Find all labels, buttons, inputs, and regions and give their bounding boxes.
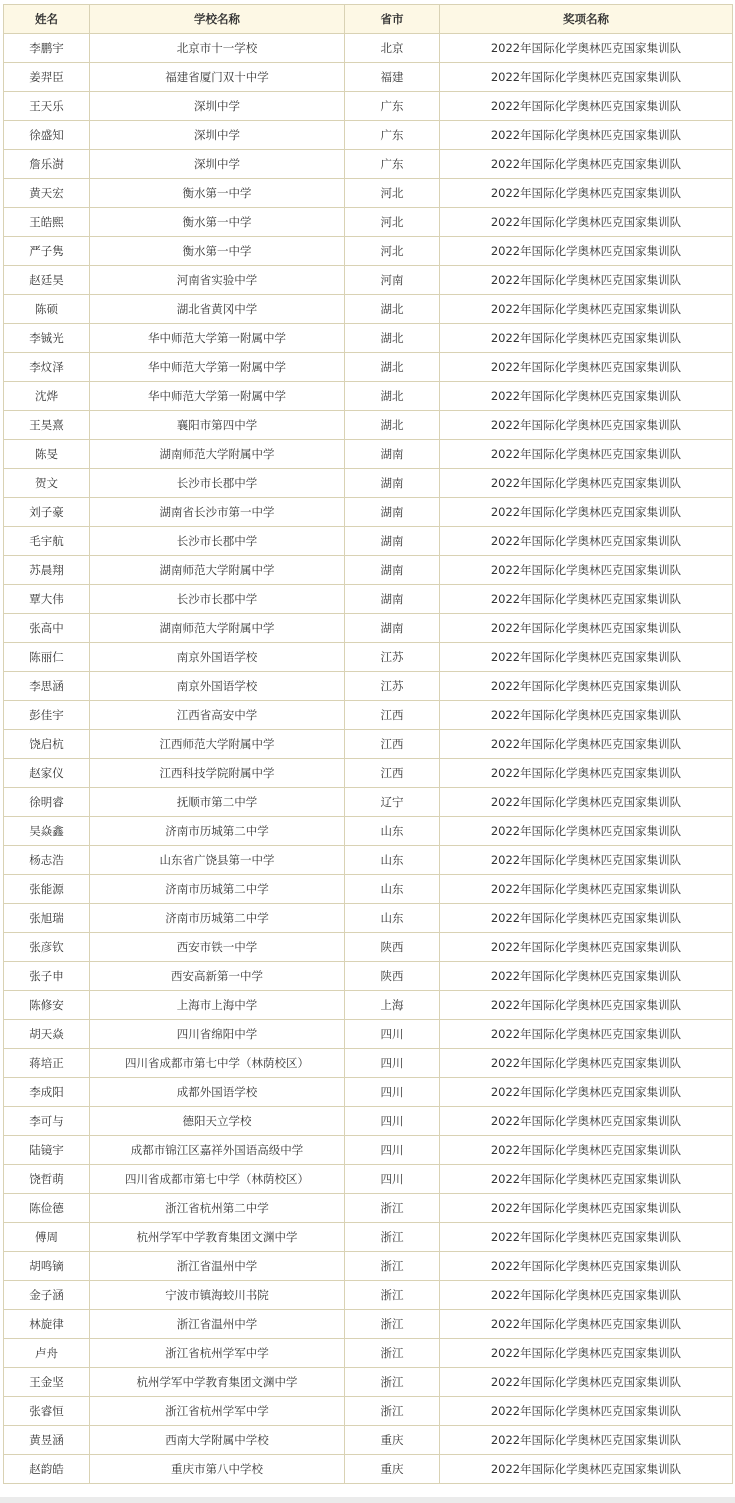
cell-name: 饶启杭: [4, 730, 90, 759]
cell-school: 湖南省长沙市第一中学: [90, 498, 345, 527]
cell-name: 苏晨翔: [4, 556, 90, 585]
cell-province: 山东: [345, 875, 440, 904]
table-row: [4, 1020, 733, 1049]
table-row: [4, 527, 733, 556]
cell-province: 江西: [345, 701, 440, 730]
cell-school: 南京外国语学校: [90, 672, 345, 701]
table-row: [4, 150, 733, 179]
table-row: [4, 1252, 733, 1281]
cell-school: 成都外国语学校: [90, 1078, 345, 1107]
cell-name: 彭佳宇: [4, 701, 90, 730]
cell-award: 2022年国际化学奥林匹克国家集训队: [440, 237, 733, 266]
cell-name: 王昊熹: [4, 411, 90, 440]
cell-award: 2022年国际化学奥林匹克国家集训队: [440, 701, 733, 730]
table-row: [4, 643, 733, 672]
cell-name: 李鹏宇: [4, 34, 90, 63]
cell-school: 南京外国语学校: [90, 643, 345, 672]
table-row: [4, 1078, 733, 1107]
cell-award: 2022年国际化学奥林匹克国家集训队: [440, 1020, 733, 1049]
cell-name: 张高中: [4, 614, 90, 643]
table-row: [4, 1107, 733, 1136]
cell-province: 四川: [345, 1049, 440, 1078]
table-row: [4, 34, 733, 63]
table-row: [4, 1165, 733, 1194]
table-row: [4, 701, 733, 730]
cell-name: 吴焱鑫: [4, 817, 90, 846]
cell-province: 广东: [345, 150, 440, 179]
table-row: [4, 440, 733, 469]
cell-award: 2022年国际化学奥林匹克国家集训队: [440, 440, 733, 469]
table-row: [4, 1339, 733, 1368]
table-row: [4, 672, 733, 701]
cell-school: 上海市上海中学: [90, 991, 345, 1020]
cell-name: 陈俭德: [4, 1194, 90, 1223]
cell-name: 詹乐澍: [4, 150, 90, 179]
cell-school: 北京市十一学校: [90, 34, 345, 63]
cell-award: 2022年国际化学奥林匹克国家集训队: [440, 1368, 733, 1397]
cell-province: 重庆: [345, 1426, 440, 1455]
cell-award: 2022年国际化学奥林匹克国家集训队: [440, 556, 733, 585]
cell-award: 2022年国际化学奥林匹克国家集训队: [440, 1426, 733, 1455]
cell-school: 浙江省温州中学: [90, 1252, 345, 1281]
cell-award: 2022年国际化学奥林匹克国家集训队: [440, 469, 733, 498]
table-row: [4, 469, 733, 498]
table-row: [4, 237, 733, 266]
cell-award: 2022年国际化学奥林匹克国家集训队: [440, 788, 733, 817]
cell-province: 湖南: [345, 469, 440, 498]
cell-award: 2022年国际化学奥林匹克国家集训队: [440, 411, 733, 440]
cell-award: 2022年国际化学奥林匹克国家集训队: [440, 991, 733, 1020]
table-row: [4, 92, 733, 121]
cell-award: 2022年国际化学奥林匹克国家集训队: [440, 1049, 733, 1078]
cell-province: 广东: [345, 92, 440, 121]
cell-school: 浙江省杭州学军中学: [90, 1339, 345, 1368]
cell-school: 湖南师范大学附属中学: [90, 556, 345, 585]
cell-school: 济南市历城第二中学: [90, 904, 345, 933]
cell-name: 王皓熙: [4, 208, 90, 237]
cell-province: 湖南: [345, 585, 440, 614]
cell-province: 湖北: [345, 411, 440, 440]
cell-award: 2022年国际化学奥林匹克国家集训队: [440, 614, 733, 643]
cell-school: 山东省广饶县第一中学: [90, 846, 345, 875]
table-row: [4, 1194, 733, 1223]
cell-name: 李可与: [4, 1107, 90, 1136]
cell-province: 陕西: [345, 933, 440, 962]
cell-school: 四川省成都市第七中学（林荫校区）: [90, 1165, 345, 1194]
cell-province: 浙江: [345, 1368, 440, 1397]
cell-province: 四川: [345, 1165, 440, 1194]
cell-province: 湖北: [345, 382, 440, 411]
cell-school: 江西科技学院附属中学: [90, 759, 345, 788]
cell-province: 江苏: [345, 672, 440, 701]
cell-name: 赵韵皓: [4, 1455, 90, 1484]
table-row: [4, 266, 733, 295]
cell-name: 陆镜宇: [4, 1136, 90, 1165]
cell-award: 2022年国际化学奥林匹克国家集训队: [440, 527, 733, 556]
cell-award: 2022年国际化学奥林匹克国家集训队: [440, 1136, 733, 1165]
cell-award: 2022年国际化学奥林匹克国家集训队: [440, 1455, 733, 1484]
table-body: [4, 34, 733, 1484]
cell-province: 山东: [345, 817, 440, 846]
cell-school: 河南省实验中学: [90, 266, 345, 295]
cell-award: 2022年国际化学奥林匹克国家集训队: [440, 121, 733, 150]
cell-name: 卢舟: [4, 1339, 90, 1368]
cell-name: 黄天宏: [4, 179, 90, 208]
cell-province: 河北: [345, 179, 440, 208]
cell-province: 福建: [345, 63, 440, 92]
cell-school: 衡水第一中学: [90, 208, 345, 237]
cell-province: 陕西: [345, 962, 440, 991]
cell-school: 福建省厦门双十中学: [90, 63, 345, 92]
table-row: [4, 730, 733, 759]
cell-province: 辽宁: [345, 788, 440, 817]
cell-school: 西安高新第一中学: [90, 962, 345, 991]
cell-award: 2022年国际化学奥林匹克国家集训队: [440, 266, 733, 295]
table-row: [4, 295, 733, 324]
cell-school: 湖南师范大学附属中学: [90, 440, 345, 469]
cell-award: 2022年国际化学奥林匹克国家集训队: [440, 759, 733, 788]
cell-province: 浙江: [345, 1310, 440, 1339]
cell-award: 2022年国际化学奥林匹克国家集训队: [440, 34, 733, 63]
cell-award: 2022年国际化学奥林匹克国家集训队: [440, 179, 733, 208]
cell-school: 杭州学军中学教育集团文渊中学: [90, 1368, 345, 1397]
cell-name: 陈丽仁: [4, 643, 90, 672]
cell-award: 2022年国际化学奥林匹克国家集训队: [440, 1165, 733, 1194]
table-row: [4, 121, 733, 150]
cell-name: 李思涵: [4, 672, 90, 701]
cell-name: 张能源: [4, 875, 90, 904]
table-row: [4, 933, 733, 962]
cell-school: 江西省高安中学: [90, 701, 345, 730]
cell-school: 浙江省杭州学军中学: [90, 1397, 345, 1426]
cell-province: 江苏: [345, 643, 440, 672]
cell-school: 西南大学附属中学校: [90, 1426, 345, 1455]
cell-school: 西安市铁一中学: [90, 933, 345, 962]
cell-province: 湖北: [345, 353, 440, 382]
cell-award: 2022年国际化学奥林匹克国家集训队: [440, 962, 733, 991]
cell-province: 浙江: [345, 1194, 440, 1223]
cell-province: 四川: [345, 1078, 440, 1107]
table-row: [4, 788, 733, 817]
cell-province: 山东: [345, 846, 440, 875]
cell-province: 浙江: [345, 1281, 440, 1310]
cell-province: 山东: [345, 904, 440, 933]
cell-school: 衡水第一中学: [90, 237, 345, 266]
cell-name: 赵家仪: [4, 759, 90, 788]
table-row: [4, 411, 733, 440]
cell-award: 2022年国际化学奥林匹克国家集训队: [440, 846, 733, 875]
table-row: [4, 904, 733, 933]
cell-school: 华中师范大学第一附属中学: [90, 324, 345, 353]
table-row: [4, 846, 733, 875]
cell-province: 广东: [345, 121, 440, 150]
cell-province: 四川: [345, 1136, 440, 1165]
cell-name: 徐明睿: [4, 788, 90, 817]
results-table-container: [3, 4, 732, 1484]
cell-name: 覃大伟: [4, 585, 90, 614]
results-table: [3, 4, 733, 1484]
cell-school: 深圳中学: [90, 121, 345, 150]
table-row: [4, 1223, 733, 1252]
cell-award: 2022年国际化学奥林匹克国家集训队: [440, 1107, 733, 1136]
cell-award: 2022年国际化学奥林匹克国家集训队: [440, 1281, 733, 1310]
cell-province: 江西: [345, 730, 440, 759]
cell-award: 2022年国际化学奥林匹克国家集训队: [440, 208, 733, 237]
header-name: 姓名: [4, 5, 90, 34]
table-row: [4, 1426, 733, 1455]
table-row: [4, 382, 733, 411]
cell-name: 陈旻: [4, 440, 90, 469]
cell-province: 四川: [345, 1020, 440, 1049]
cell-school: 深圳中学: [90, 150, 345, 179]
cell-school: 江西师范大学附属中学: [90, 730, 345, 759]
cell-award: 2022年国际化学奥林匹克国家集训队: [440, 1078, 733, 1107]
cell-province: 河北: [345, 208, 440, 237]
cell-award: 2022年国际化学奥林匹克国家集训队: [440, 353, 733, 382]
cell-province: 浙江: [345, 1397, 440, 1426]
cell-name: 林旋律: [4, 1310, 90, 1339]
cell-name: 张子申: [4, 962, 90, 991]
cell-school: 湖北省黄冈中学: [90, 295, 345, 324]
cell-school: 济南市历城第二中学: [90, 875, 345, 904]
table-row: [4, 1049, 733, 1078]
cell-school: 湖南师范大学附属中学: [90, 614, 345, 643]
cell-province: 湖北: [345, 324, 440, 353]
cell-school: 德阳天立学校: [90, 1107, 345, 1136]
cell-award: 2022年国际化学奥林匹克国家集训队: [440, 1252, 733, 1281]
cell-province: 湖南: [345, 440, 440, 469]
cell-school: 宁波市镇海蛟川书院: [90, 1281, 345, 1310]
cell-name: 徐盛知: [4, 121, 90, 150]
cell-school: 浙江省温州中学: [90, 1310, 345, 1339]
cell-school: 华中师范大学第一附属中学: [90, 353, 345, 382]
cell-school: 襄阳市第四中学: [90, 411, 345, 440]
header-school: 学校名称: [90, 5, 345, 34]
cell-name: 饶哲萌: [4, 1165, 90, 1194]
cell-award: 2022年国际化学奥林匹克国家集训队: [440, 643, 733, 672]
cell-name: 贺文: [4, 469, 90, 498]
cell-school: 四川省成都市第七中学（林荫校区）: [90, 1049, 345, 1078]
cell-name: 傅周: [4, 1223, 90, 1252]
cell-name: 张彦钦: [4, 933, 90, 962]
table-row: [4, 1310, 733, 1339]
cell-province: 湖北: [345, 295, 440, 324]
cell-school: 成都市锦江区嘉祥外国语高级中学: [90, 1136, 345, 1165]
cell-award: 2022年国际化学奥林匹克国家集训队: [440, 1397, 733, 1426]
cell-award: 2022年国际化学奥林匹克国家集训队: [440, 585, 733, 614]
cell-name: 黄昱涵: [4, 1426, 90, 1455]
cell-province: 四川: [345, 1107, 440, 1136]
cell-name: 胡天焱: [4, 1020, 90, 1049]
cell-name: 陈硕: [4, 295, 90, 324]
table-row: [4, 1368, 733, 1397]
cell-province: 湖南: [345, 556, 440, 585]
cell-school: 衡水第一中学: [90, 179, 345, 208]
cell-school: 长沙市长郡中学: [90, 585, 345, 614]
header-province: 省市: [345, 5, 440, 34]
cell-award: 2022年国际化学奥林匹克国家集训队: [440, 150, 733, 179]
cell-award: 2022年国际化学奥林匹克国家集训队: [440, 817, 733, 846]
cell-province: 浙江: [345, 1252, 440, 1281]
cell-name: 金子涵: [4, 1281, 90, 1310]
cell-school: 长沙市长郡中学: [90, 469, 345, 498]
cell-name: 毛宇航: [4, 527, 90, 556]
cell-school: 浙江省杭州第二中学: [90, 1194, 345, 1223]
cell-school: 深圳中学: [90, 92, 345, 121]
cell-school: 华中师范大学第一附属中学: [90, 382, 345, 411]
cell-name: 陈修安: [4, 991, 90, 1020]
table-row: [4, 962, 733, 991]
cell-award: 2022年国际化学奥林匹克国家集训队: [440, 1223, 733, 1252]
cell-award: 2022年国际化学奥林匹克国家集训队: [440, 92, 733, 121]
cell-province: 江西: [345, 759, 440, 788]
cell-award: 2022年国际化学奥林匹克国家集训队: [440, 1194, 733, 1223]
cell-province: 湖南: [345, 527, 440, 556]
table-row: [4, 817, 733, 846]
cell-province: 北京: [345, 34, 440, 63]
table-header-row: [4, 5, 733, 34]
cell-name: 李炆泽: [4, 353, 90, 382]
table-row: [4, 991, 733, 1020]
table-row: [4, 208, 733, 237]
table-row: [4, 585, 733, 614]
cell-award: 2022年国际化学奥林匹克国家集训队: [440, 730, 733, 759]
cell-province: 河北: [345, 237, 440, 266]
cell-name: 王天乐: [4, 92, 90, 121]
table-row: [4, 324, 733, 353]
cell-name: 胡鸣镝: [4, 1252, 90, 1281]
cell-award: 2022年国际化学奥林匹克国家集训队: [440, 382, 733, 411]
cell-award: 2022年国际化学奥林匹克国家集训队: [440, 904, 733, 933]
cell-award: 2022年国际化学奥林匹克国家集训队: [440, 63, 733, 92]
cell-school: 杭州学军中学教育集团文渊中学: [90, 1223, 345, 1252]
table-row: [4, 498, 733, 527]
table-row: [4, 63, 733, 92]
cell-school: 四川省绵阳中学: [90, 1020, 345, 1049]
cell-name: 王金坚: [4, 1368, 90, 1397]
cell-award: 2022年国际化学奥林匹克国家集训队: [440, 875, 733, 904]
cell-province: 浙江: [345, 1223, 440, 1252]
cell-name: 张睿恒: [4, 1397, 90, 1426]
cell-award: 2022年国际化学奥林匹克国家集训队: [440, 295, 733, 324]
table-row: [4, 353, 733, 382]
cell-school: 长沙市长郡中学: [90, 527, 345, 556]
cell-name: 张旭瑞: [4, 904, 90, 933]
table-row: [4, 1397, 733, 1426]
cell-school: 抚顺市第二中学: [90, 788, 345, 817]
table-row: [4, 759, 733, 788]
cell-name: 姜羿臣: [4, 63, 90, 92]
cell-school: 济南市历城第二中学: [90, 817, 345, 846]
cell-name: 沈烨: [4, 382, 90, 411]
cell-province: 湖南: [345, 498, 440, 527]
cell-province: 重庆: [345, 1455, 440, 1484]
table-row: [4, 875, 733, 904]
cell-award: 2022年国际化学奥林匹克国家集训队: [440, 1339, 733, 1368]
cell-name: 蒋培正: [4, 1049, 90, 1078]
header-award: 奖项名称: [440, 5, 733, 34]
cell-award: 2022年国际化学奥林匹克国家集训队: [440, 1310, 733, 1339]
cell-name: 刘子豪: [4, 498, 90, 527]
cell-name: 严子隽: [4, 237, 90, 266]
cell-school: 重庆市第八中学校: [90, 1455, 345, 1484]
cell-name: 李成阳: [4, 1078, 90, 1107]
cell-award: 2022年国际化学奥林匹克国家集训队: [440, 324, 733, 353]
cell-award: 2022年国际化学奥林匹克国家集训队: [440, 498, 733, 527]
cell-name: 赵廷昊: [4, 266, 90, 295]
cell-province: 河南: [345, 266, 440, 295]
cell-name: 李铖光: [4, 324, 90, 353]
table-row: [4, 614, 733, 643]
table-row: [4, 1281, 733, 1310]
table-row: [4, 1455, 733, 1484]
cell-province: 上海: [345, 991, 440, 1020]
cell-name: 杨志浩: [4, 846, 90, 875]
table-row: [4, 556, 733, 585]
cell-award: 2022年国际化学奥林匹克国家集训队: [440, 672, 733, 701]
cell-province: 湖南: [345, 614, 440, 643]
table-row: [4, 179, 733, 208]
page-bottom-strip: [0, 1497, 735, 1503]
table-row: [4, 1136, 733, 1165]
cell-province: 浙江: [345, 1339, 440, 1368]
cell-award: 2022年国际化学奥林匹克国家集训队: [440, 933, 733, 962]
